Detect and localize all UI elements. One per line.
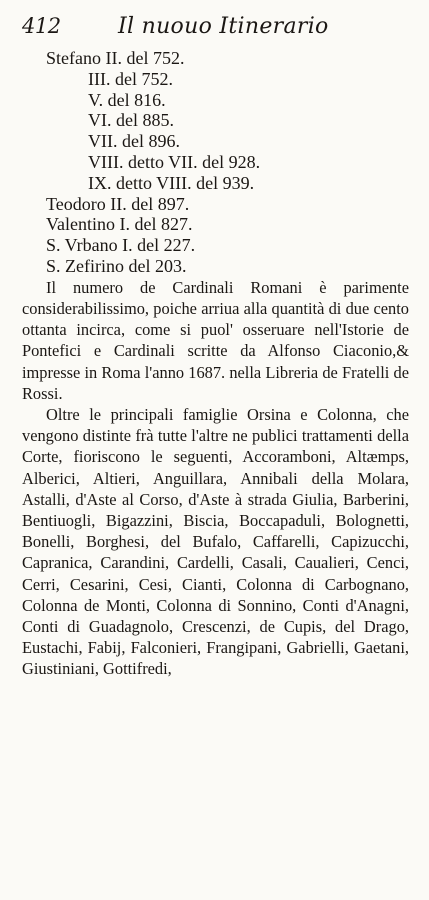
list-item: VIII. detto VII. del 928.: [88, 151, 261, 172]
list-item: S. Zefirino del 203.: [46, 255, 187, 276]
page-header: [22, 14, 409, 46]
running-title: Il nuouo Itinerario: [118, 14, 329, 39]
pope-list: [22, 48, 409, 277]
list-item: IX. detto VIII. del 939.: [88, 172, 255, 193]
list-item: VII. del 896.: [88, 131, 180, 152]
list-item: S. Vrbano I. del 227.: [46, 235, 196, 256]
paragraph-cardinals: Il numero de Cardinali Romani è parimente considerabilissimo, poiche arriua alla quantità di due cento ottanta incirca, come si puol' osseruare nell'Istorie de Pontefici e Cardinali scritte da Alfonso Ciaconio,& impresse in Roma l'anno 1687. nella Libreria de Fratelli de Rossi.: [22, 277, 409, 403]
page-number: 412: [22, 14, 61, 38]
list-item: Valentino I. del 827.: [46, 214, 193, 235]
list-item: VI. del 885.: [88, 110, 174, 131]
list-item: V. del 816.: [88, 89, 166, 110]
list-item: III. del 752.: [88, 68, 173, 89]
list-item: Stefano II. del 752.: [46, 48, 185, 68]
list-item: Teodoro II. del 897.: [46, 193, 190, 214]
paragraph-families: Oltre le principali famiglie Orsina e Colonna, che vengono distinte frà tutte l'altre ne publici trattamenti della Corte, fioriscono le seguenti, Accoramboni, Altæmps, Alberici, Altieri, Anguillara, Annibali della Molara, Astalli, d'Aste al Corso, d'Aste à strada Giulia, Barberini, Bentiuogli, Bigazzini, Biscia, Boccapaduli, Bolognetti, Bonelli, Borghesi, del Bufalo, Caffarelli, Capizucchi, Capranica, Carandini, Cardelli, Casali, Caualieri, Cenci, Cerri, Cesarini, Cesi, Cianti, Colonna di Carbognano, Colonna de Monti, Colonna di Sonnino, Conti d'Anagni, Conti di Guadagnolo, Crescenzi, de Cupis, del Drago, Eustachi, Fabij, Falconieri, Frangipani, Gabrielli, Gaetani, Giustiniani, Gottifredi,: [22, 404, 409, 679]
